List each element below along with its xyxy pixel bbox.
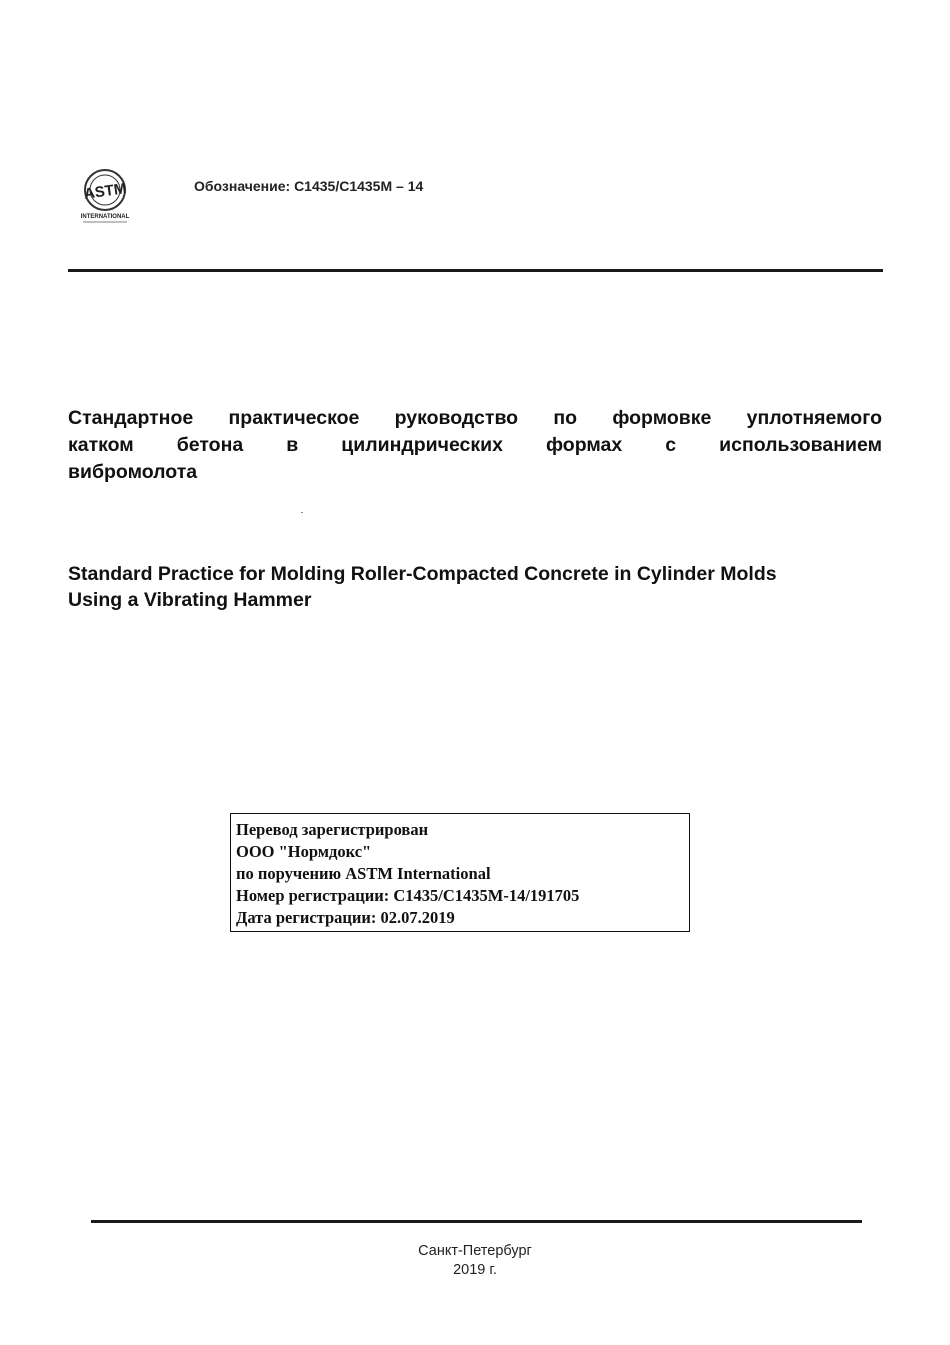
footer bbox=[0, 1242, 950, 1280]
registration-line-3: по поручению ASTM International bbox=[236, 864, 491, 883]
footer-city: Санкт-Петербург bbox=[418, 1243, 532, 1259]
footer-year: 2019 г. bbox=[453, 1262, 497, 1278]
svg-text:INTERNATIONAL: INTERNATIONAL bbox=[80, 214, 130, 220]
title-russian-line-1: Стандартное практическое руководство по формовке уплотняемого bbox=[68, 407, 882, 429]
title-russian-line-3: вибромолота bbox=[68, 461, 198, 483]
registration-date: Дата регистрации: 02.07.2019 bbox=[236, 908, 455, 927]
bottom-divider bbox=[91, 1220, 862, 1223]
registration-box bbox=[230, 813, 690, 932]
svg-text:ASTM: ASTM bbox=[82, 180, 128, 203]
title-russian bbox=[68, 405, 882, 486]
registration-number: Номер регистрации: C1435/C1435M-14/191705 bbox=[236, 886, 580, 905]
document-designation: Обозначение: C1435/C1435M – 14 bbox=[194, 178, 424, 194]
stray-mark bbox=[301, 512, 303, 513]
registration-line-2: ООО "Нормдокс" bbox=[236, 842, 372, 861]
top-divider bbox=[68, 269, 883, 272]
astm-logo bbox=[78, 165, 132, 225]
title-english-line-2: Using a Vibrating Hammer bbox=[68, 589, 312, 611]
registration-line-1: Перевод зарегистрирован bbox=[236, 820, 429, 839]
title-english bbox=[68, 561, 898, 613]
title-russian-line-2: катком бетона в цилиндрических формах с использованием bbox=[68, 434, 882, 456]
title-english-line-1: Standard Practice for Molding Roller-Compacted Concrete in Cylinder Molds bbox=[68, 563, 777, 585]
